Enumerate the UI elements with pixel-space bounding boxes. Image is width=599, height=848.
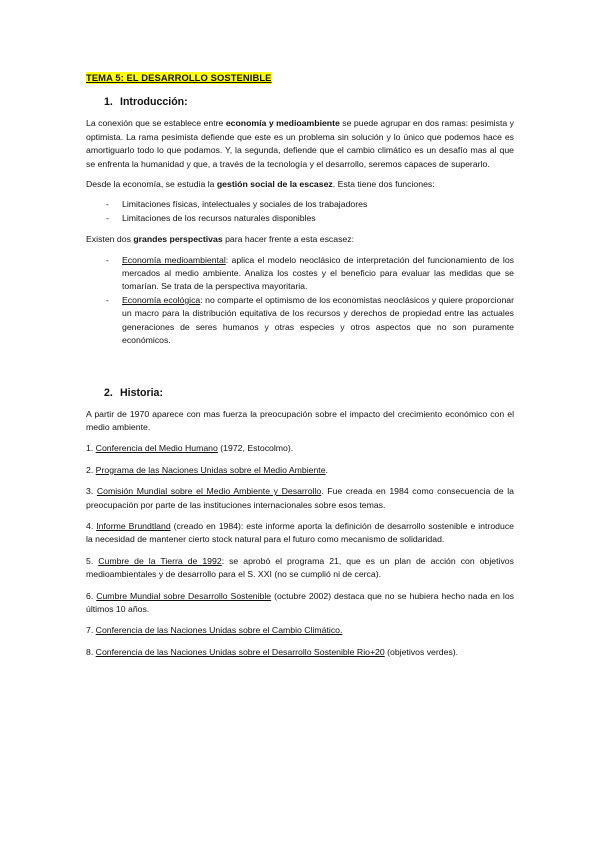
list-item: - Limitaciones físicas, intelectuales y sociales de los trabajadores [86, 198, 514, 211]
list-item: - Limitaciones de los recursos naturales disponibles [86, 212, 514, 225]
history-item: 1. Conferencia del Medio Humano (1972, Estocolmo). [86, 443, 294, 454]
history-item: 8. Conferencia de las Naciones Unidas sobre el Desarrollo Sostenible Rio+20 (objetivos verdes). [86, 646, 459, 657]
history-item: 6. Cumbre Mundial sobre Desarrollo Sostenible (octubre 2002) destaca que no se hubiera hecho nada en los últimos 10 años. [86, 590, 514, 614]
spacer [86, 356, 514, 376]
document-title: TEMA 5: EL DESARROLLO SOSTENIBLE [86, 72, 272, 83]
history-item: 3. Comisión Mundial sobre el Medio Ambiente y Desarrollo. Fue creada en 1984 como consecuencia de la preocupación por parte de las instituciones internacionales sobre esos temas. [86, 486, 514, 510]
list-item: - Economía medioambiental: aplica el modelo neoclásico de interpretación del funcionamiento de los mercados al medio ambiente. Analiza los costes y el beneficio para evaluar las medidas que se tomarían. Se trata de la perspectiva mayoritaria. [86, 254, 514, 294]
section-title: Historia: [120, 386, 163, 399]
history-intro: A partir de 1970 aparece con mas fuerza la preocupación sobre el impacto del crecimiento económico con el medio ambiente. [86, 408, 514, 432]
history-item: 5. Cumbre de la Tierra de 1992: se aprobó el programa 21, que es un plan de acción con objetivos medioambientales y de desarrollo para el S. XXI (no se cumplió ni de cerca). [86, 555, 514, 580]
term-economia-ecologica: Economía ecológica [122, 294, 201, 305]
history-item: 2. Programa de las Naciones Unidas sobre el Medio Ambiente. [86, 464, 328, 475]
history-section [86, 408, 514, 660]
document-page [86, 64, 514, 667]
functions-list [86, 198, 514, 225]
section-number: 2. [104, 386, 113, 399]
term-economia-medioambiental: Economía medioambiental [122, 254, 226, 265]
intro-paragraph-3: Existen dos grandes perspectivas para hacer frente a esta escasez: [86, 234, 355, 245]
perspectives-list [86, 254, 514, 348]
section-title: Introducción: [120, 96, 188, 109]
intro-paragraph-2: Desde la economía, se estudia la gestión social de la escasez. Esta tiene dos funciones: [86, 179, 435, 190]
section-number: 1. [104, 96, 113, 109]
section-heading-history [104, 386, 514, 400]
section-heading-intro [104, 95, 514, 109]
history-item: 7. Conferencia de las Naciones Unidas sobre el Cambio Climático. [86, 625, 343, 636]
intro-paragraph-1: La conexión que se establece entre economía y medioambiente se puede agrupar en dos ramas: pesimista y optimista. La rama pesimista defiende que este es un problema sin solución y lo único que podemos hace es amortiguarlo todo lo que podamos. Y, la segunda, defiende que el cambio climático es un desafío mas al que se enfrenta la humanidad y que, a través de la tecnología y el desarrollo, seremos capaces de superarlo. [86, 118, 514, 169]
history-item: 4. Informe Brundtland (creado en 1984): este informe aporta la definición de desarrollo sostenible e introduce la necesidad de mantener cierto stock natural para el futuro como mecanismo de solidaridad. [86, 520, 514, 545]
list-item: - Economía ecológica: no comparte el optimismo de los economistas neoclásicos y quiere proporcionar un macro para la distribución equitativa de los recursos y derechos de propiedad entre las actuales generaciones de seres humanos y otras especies y otros aspectos que no son puramente económicos. [86, 294, 514, 348]
